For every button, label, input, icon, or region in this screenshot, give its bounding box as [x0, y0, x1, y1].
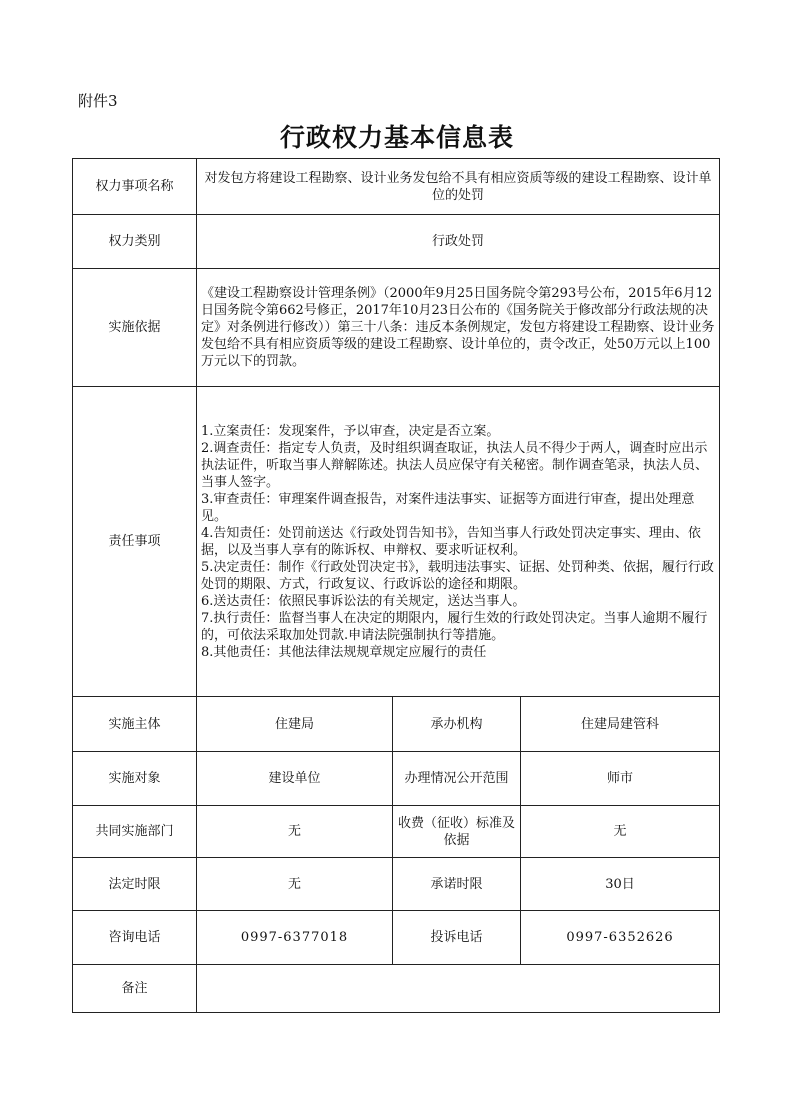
complaint-phone-value: 0997-6352626 [521, 911, 720, 965]
item-name-value: 对发包方将建设工程勘察、设计业务发包给不具有相应资质等级的建设工程勘察、设计单位的处罚 [197, 159, 720, 215]
legal-time-limit-label: 法定时限 [73, 858, 197, 911]
responsibility-item: 8.其他责任：其他法律法规规章规定应履行的责任 [201, 644, 487, 660]
fee-standard-value: 无 [521, 806, 720, 858]
consult-phone-value: 0997-6377018 [197, 911, 393, 965]
row-basis [73, 269, 720, 387]
page-title: 行政权力基本信息表 [279, 123, 514, 152]
row-phone [73, 911, 720, 965]
legal-time-limit-value: 无 [197, 858, 393, 911]
row-responsibility [73, 387, 720, 697]
row-target [73, 752, 720, 806]
responsibility-list [197, 387, 720, 697]
joint-dept-value: 无 [197, 806, 393, 858]
subject-value: 住建局 [197, 697, 393, 752]
complaint-phone-label: 投诉电话 [393, 911, 521, 965]
category-label: 权力类别 [73, 215, 197, 269]
remarks-label: 备注 [73, 965, 197, 1013]
consult-phone-label: 咨询电话 [73, 911, 197, 965]
info-table [72, 158, 720, 1013]
agency-value: 住建局建管科 [521, 697, 720, 752]
fee-standard-label: 收费（征收）标准及依据 [393, 806, 521, 858]
promised-time-limit-value: 30日 [521, 858, 720, 911]
row-category [73, 215, 720, 269]
joint-dept-label: 共同实施部门 [73, 806, 197, 858]
basis-value: 《建设工程勘察设计管理条例》（2000年9月25日国务院令第293号公布，2015年6月12日国务院令第662号修正，2017年10月23日公布的《国务院关于修改部分行政法规的决定》对条例进行修改））第三十八条：违反本条例规定，发包方将建设工程勘察、设计业务发包给不具有相应资质等级的建设工程勘察、设计单位的，责令改正，处50万元以上100万元以下的罚款。 [197, 269, 720, 387]
item-name-label: 权力事项名称 [73, 159, 197, 215]
row-joint [73, 806, 720, 858]
remarks-value [197, 965, 720, 1013]
promised-time-limit-label: 承诺时限 [393, 858, 521, 911]
subject-label: 实施主体 [73, 697, 197, 752]
responsibility-item: 2.调查责任：指定专人负责，及时组织调查取证，执法人员不得少于两人，调查时应出示执法证件，听取当事人辩解陈述。执法人员应保守有关秘密。制作调查笔录，执法人员、当事人签字。 [201, 440, 709, 490]
responsibility-item: 6.送达责任：依照民事诉讼法的有关规定，送达当事人。 [201, 593, 526, 609]
responsibility-item: 7.执行责任：监督当事人在决定的期限内，履行生效的行政处罚决定。当事人逾期不履行的，可依法采取加处罚款.申请法院强制执行等措施。 [201, 610, 708, 643]
disclosure-scope-label: 办理情况公开范围 [393, 752, 521, 806]
responsibility-item: 4.告知责任：处罚前送达《行政处罚告知书》，告知当事人行政处罚决定事实、理由、依据，以及当事人享有的陈诉权、申辩权、要求听证权利。 [201, 525, 701, 558]
basis-label: 实施依据 [73, 269, 197, 387]
agency-label: 承办机构 [393, 697, 521, 752]
row-item-name [73, 159, 720, 215]
row-time-limit [73, 858, 720, 911]
responsibility-label: 责任事项 [73, 387, 197, 697]
row-remarks [73, 965, 720, 1013]
target-label: 实施对象 [73, 752, 197, 806]
responsibility-item: 5.决定责任：制作《行政处罚决定书》，载明违法事实、证据、处罚种类、依据，履行行政处罚的期限、方式，行政复议、行政诉讼的途径和期限。 [201, 559, 714, 592]
disclosure-scope-value: 师市 [521, 752, 720, 806]
responsibility-item: 1.立案责任：发现案件，予以审查，决定是否立案。 [201, 423, 500, 439]
responsibility-item: 3.审查责任：审理案件调查报告，对案件违法事实、证据等方面进行审查，提出处理意见。 [201, 491, 695, 524]
row-subject [73, 697, 720, 752]
attachment-label: 附件3 [78, 92, 118, 110]
target-value: 建设单位 [197, 752, 393, 806]
category-value: 行政处罚 [197, 215, 720, 269]
